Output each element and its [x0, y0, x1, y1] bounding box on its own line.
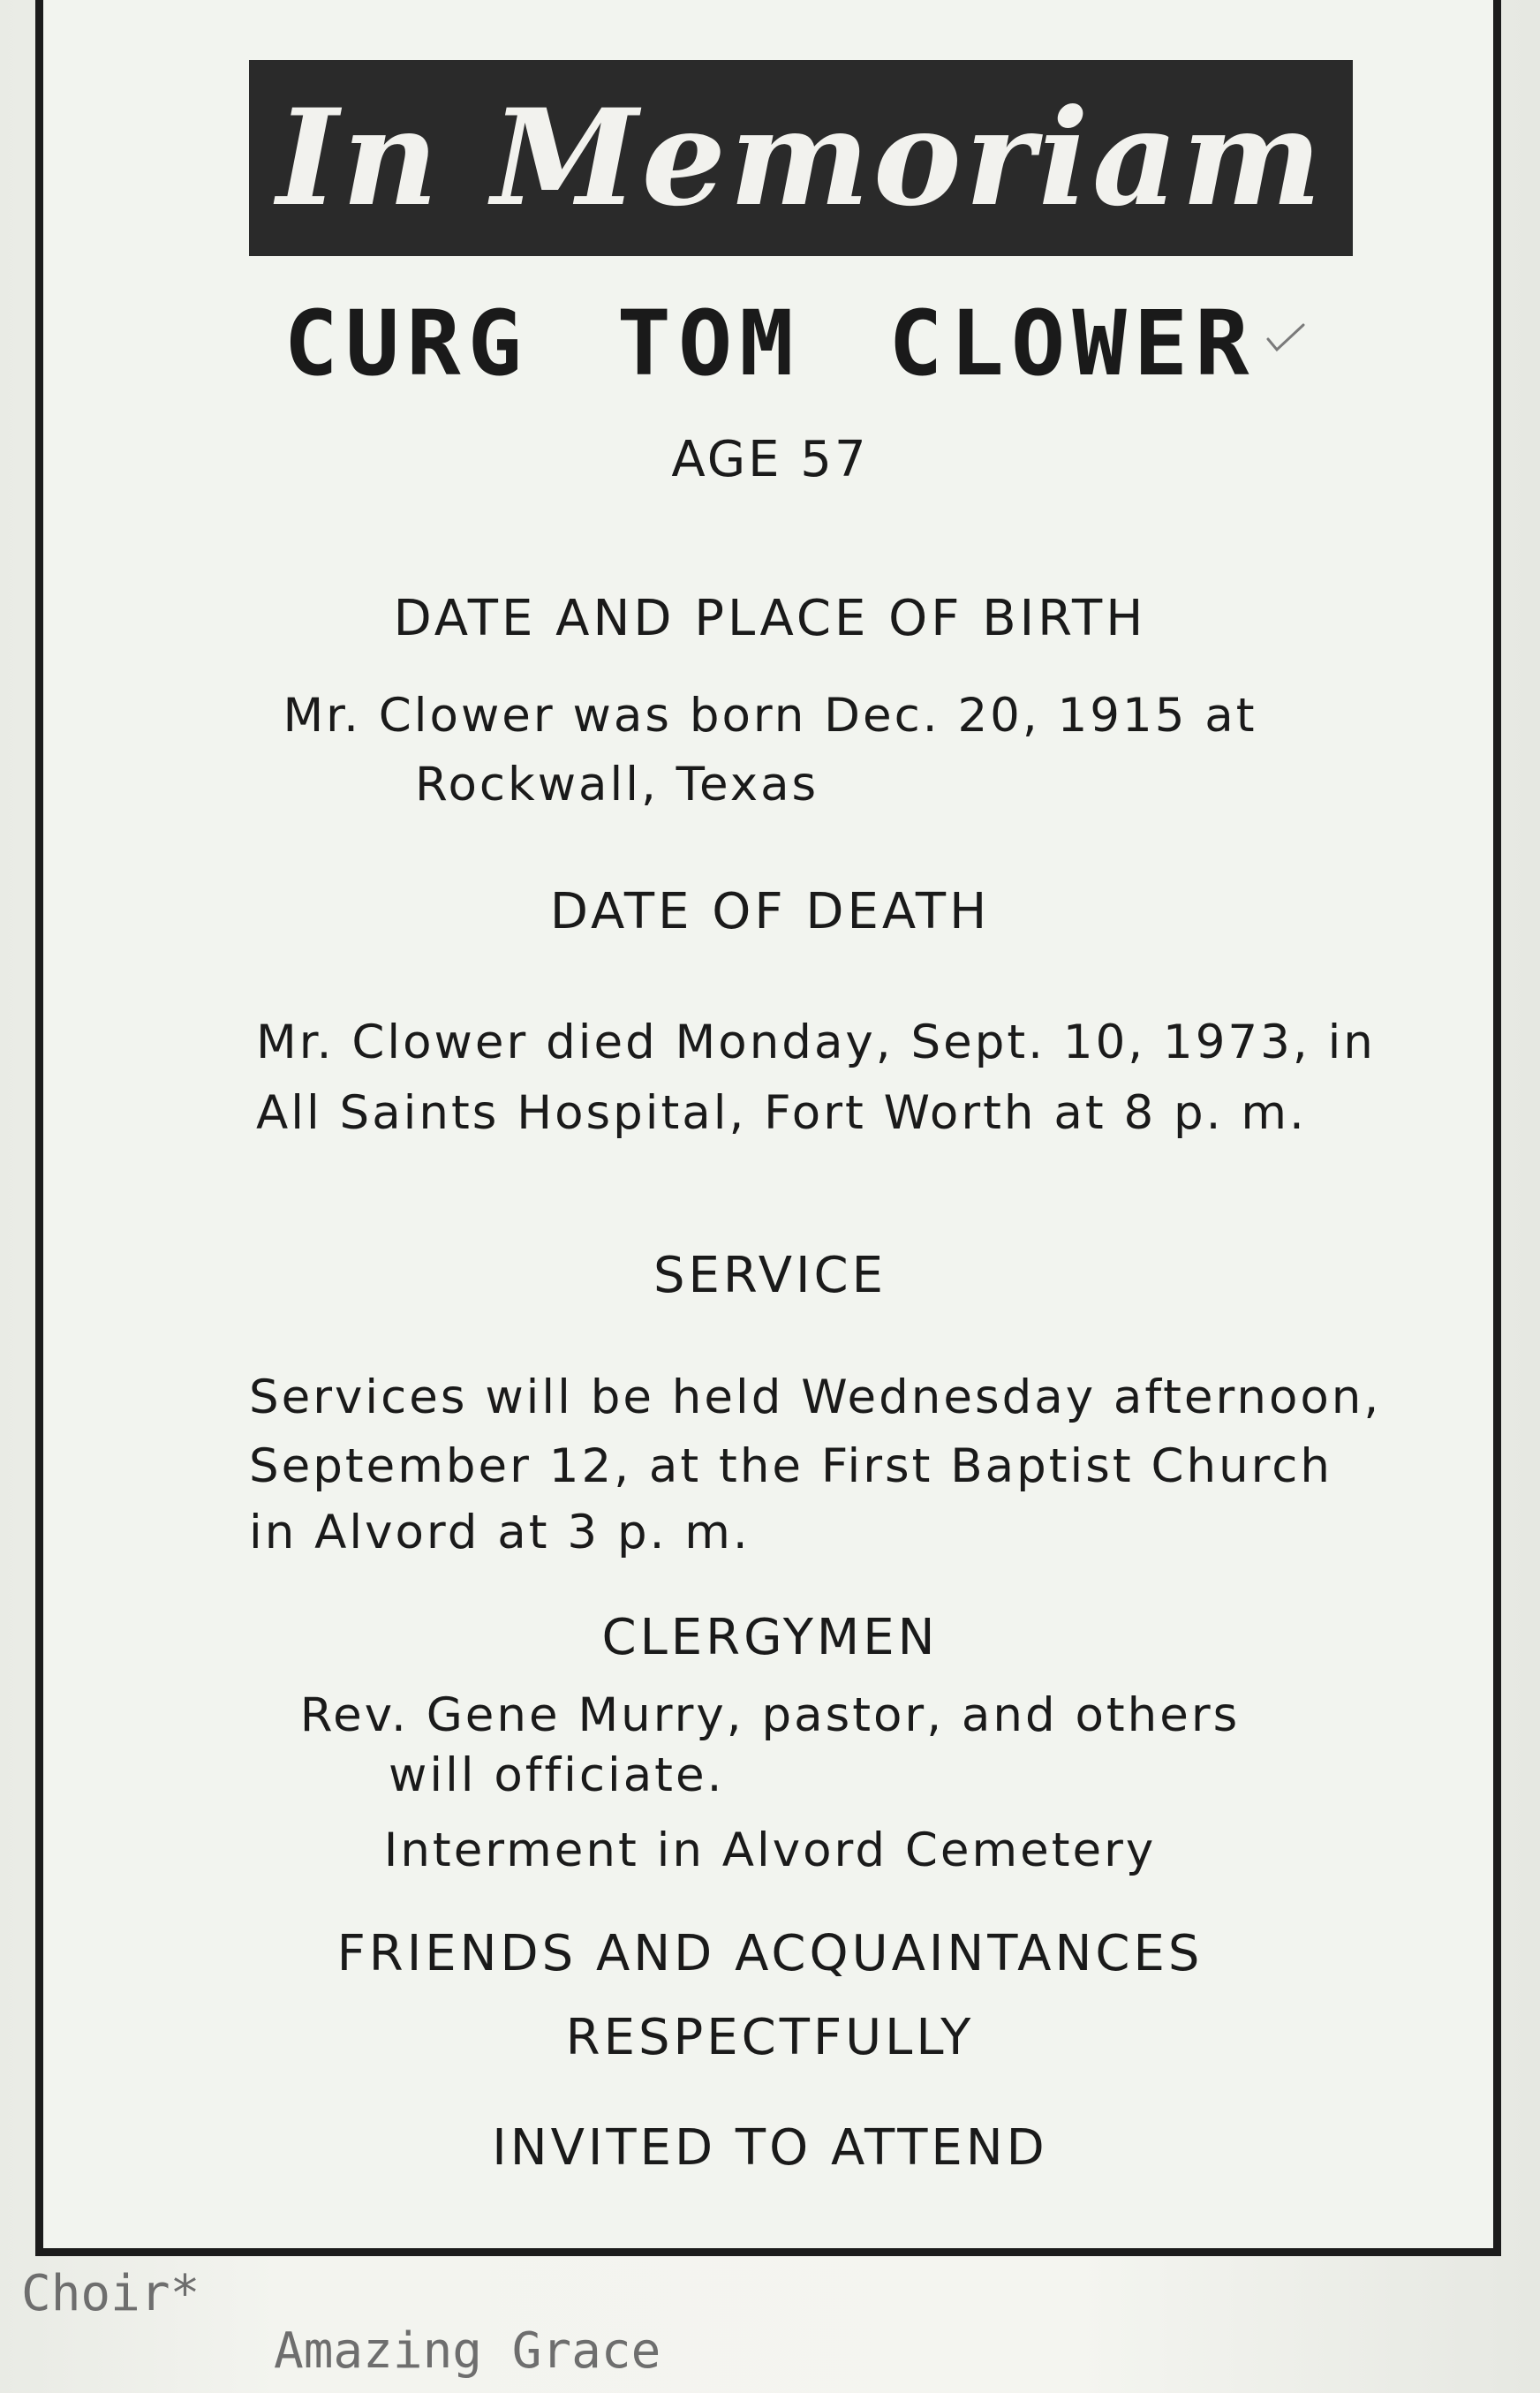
banner-title: In Memoriam: [276, 80, 1325, 236]
typed-choir-note: Choir*: [21, 2265, 200, 2322]
clergy-line-2: will officiate.: [389, 1748, 725, 1802]
service-line-1: Services will be held Wednesday afternoon,: [249, 1370, 1382, 1424]
typed-song-note: Amazing Grace: [274, 2322, 661, 2380]
service-line-3: in Alvord at 3 p. m.: [249, 1506, 751, 1559]
interment-line: Interment in Alvord Cemetery: [383, 1823, 1157, 1877]
deceased-name: CURG TOM CLOWER: [283, 291, 1257, 396]
closing-line-3: INVITED TO ATTEND: [492, 2119, 1048, 2177]
service-line-2: September 12, at the First Baptist Church: [249, 1439, 1333, 1493]
service-heading: SERVICE: [653, 1247, 887, 1304]
deceased-age: AGE 57: [671, 431, 869, 488]
memoriam-banner: [249, 60, 1353, 256]
clergy-line-1: Rev. Gene Murry, pastor, and others: [299, 1688, 1241, 1742]
clergy-heading: CLERGYMEN: [601, 1609, 939, 1666]
birth-line-1: Mr. Clower was born Dec. 20, 1915 at: [283, 689, 1257, 743]
death-line-2: All Saints Hospital, Fort Worth at 8 p. m.: [256, 1086, 1307, 1140]
check-mark-icon: [1264, 320, 1307, 355]
death-heading: DATE OF DEATH: [549, 883, 991, 940]
closing-line-1: FRIENDS AND ACQUAINTANCES: [336, 1925, 1204, 1982]
birth-heading: DATE AND PLACE OF BIRTH: [393, 590, 1147, 647]
birth-line-2: Rockwall, Texas: [415, 758, 819, 812]
closing-line-2: RESPECTFULLY: [565, 2009, 975, 2066]
death-line-1: Mr. Clower died Monday, Sept. 10, 1973, in: [256, 1015, 1376, 1069]
